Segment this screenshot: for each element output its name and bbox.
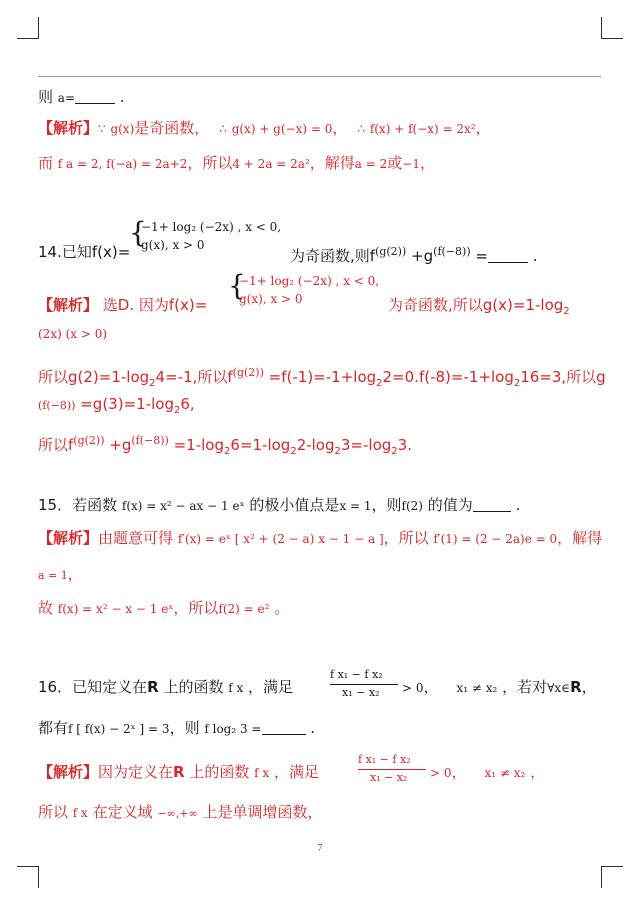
- a14-brace: {: [228, 269, 246, 302]
- question-15: 15．若函数 f(x) = x² − ax − 1 eˣ 的极小值点是x = 1，则f(2) 的值为 .: [38, 496, 521, 514]
- question-16-line-2: 都有f [ f(x) − 2ˣ ] = 3，则 f log₂ 3 = .: [38, 719, 316, 737]
- question-16-line-1: 16．已知定义在R 上的函数 f x ，满足: [38, 678, 294, 696]
- answer-14-line-4: $(f(-8)) =g(3)=1-\log_26$,: [38, 395, 195, 416]
- answer-14-line-1: 【解析】 选D. 因为f(x)=: [38, 296, 208, 314]
- q14-case-1: −1+ log₂ (−2x) , x < 0,: [141, 220, 282, 234]
- answer-blank: [488, 248, 528, 263]
- q14-brace: {: [129, 216, 147, 249]
- crop-mark-bl-h: [17, 866, 39, 867]
- answer-14-line-3: 所以$g(2)=1-\log_24=-1$,所以$f^{(g(2))} =f(-1)=-1+\log_22=0.f(-8)=-1+\log_216=3$,所以g: [38, 366, 606, 389]
- answer-16-line-1-tail: > 0， x₁ ≠ x₂ ，: [430, 763, 546, 781]
- answer-14-line-2: (2x) (x > 0): [38, 327, 108, 341]
- crop-mark-tl-h: [17, 38, 39, 39]
- answer-blank: [75, 89, 115, 104]
- answer-16-line-2: 所以 f x 在定义域 −∞,+∞ 上是单调增函数，: [38, 803, 323, 821]
- answer-blank: [473, 497, 511, 512]
- a14-case-2: g(x), x > 0: [239, 292, 303, 306]
- answer-15-line-1: 【解析】由题意可得 f′(x) = eˣ [ x² + (2 − a) x − 1 − a ]，所以 f′(1) = (2 − 2a)e = 0，解得: [38, 529, 603, 547]
- a14-case-1: −1+ log₂ (−2x) , x < 0,: [239, 274, 380, 288]
- answer-blank: [262, 720, 306, 735]
- answer-14-line-1-tail: 为奇函数,所以$g(x)=1-\log_2$: [388, 296, 570, 317]
- crop-mark-tr-h: [601, 38, 623, 39]
- prev-solution-line-1: 【解析】∵ g(x)是奇函数， ∴ g(x) + g(−x) = 0， ∴ f(x) + f(−x) = 2x²，: [38, 119, 491, 137]
- question-14-label: 14.已知f(x)=: [38, 243, 131, 261]
- answer-15-line-3: 故 f(x) = x² − x − 1 eˣ，所以f(2) = e² 。: [38, 599, 290, 617]
- page-number: 7: [317, 843, 323, 854]
- header-rule: [38, 76, 601, 77]
- question-16-line-1-tail: > 0， x₁ ≠ x₂ ，若对∀x∈R，: [402, 678, 597, 696]
- q14-case-2: g(x), x > 0: [141, 238, 205, 252]
- crop-mark-br-v: [601, 866, 602, 888]
- crop-mark-br-h: [601, 866, 623, 867]
- crop-mark-tl-v: [38, 17, 39, 39]
- crop-mark-bl-v: [38, 866, 39, 888]
- prev-answer-line: 则 a= .: [38, 88, 125, 106]
- crop-mark-tr-v: [601, 17, 602, 39]
- question-14-tail: 为奇函数,则$f^{(g(2))} +g^{(f(-8))}$ = .: [290, 245, 538, 265]
- answer-14-line-5: 所以$f^{(g(2))} +g^{(f(-8))} =1-\log_26=1-\log_22-\log_23=-\log_23$.: [38, 434, 412, 457]
- answer-15-line-2: a = 1，: [38, 565, 83, 583]
- prev-solution-line-2: 而 f a = 2, f(−a) = 2a+2，所以4 + 2a = 2a²，解得a = 2或−1，: [38, 154, 435, 172]
- answer-16-line-1: 【解析】因为定义在R 上的函数 f x ，满足: [38, 763, 319, 781]
